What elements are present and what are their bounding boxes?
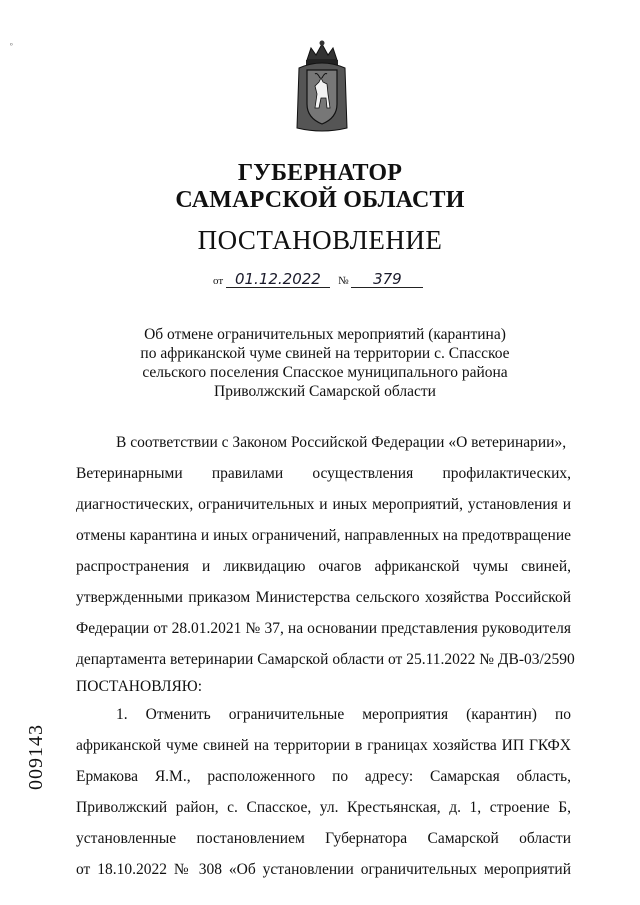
body-line: африканской чуме свиней на территории в границах хозяйства ИП ГКФХ — [76, 737, 571, 754]
body-line: Приволжский район, с. Спасское, ул. Крестьянская, д. 1, строение Б, — [76, 799, 571, 816]
document-date: 01.12.2022 — [226, 272, 330, 288]
body-line: распространения и ликвидацию очагов африканской чумы свиней, — [76, 558, 571, 575]
document-subject — [90, 325, 560, 401]
issuer-title-line1: ГУБЕРНАТОР — [237, 160, 403, 186]
registration-number: 009143 — [25, 724, 47, 790]
coat-of-arms-icon — [295, 38, 349, 134]
margin-mark: ᵒ — [10, 40, 13, 50]
decree-word: ПОСТАНОВЛЯЮ: — [76, 678, 203, 695]
document-body — [76, 427, 575, 885]
body-line: установленные постановлением Губернатора Самарской области — [76, 830, 571, 847]
body-line: Ермакова Я.М., расположенного по адресу: Самарская область, — [76, 768, 571, 785]
number-prefix: № — [338, 275, 349, 287]
document-type: ПОСТАНОВЛЕНИЕ — [197, 225, 443, 255]
issuer-title-line2: САМАРСКОЙ ОБЛАСТИ — [175, 187, 465, 213]
subject-line: Приволжский Самарской области — [214, 383, 436, 400]
body-line: департамента ветеринарии Самарской области от 25.11.2022 № ДВ-03/2590 — [76, 651, 575, 668]
body-line: от 18.10.2022 № 308 «Об установлении ограничительных мероприятий — [76, 861, 571, 878]
body-line: Федерации от 28.01.2021 № 37, на основании представления руководителя — [76, 620, 571, 637]
body-line: В соответствии с Законом Российской Федерации «О ветеринарии», — [116, 434, 567, 451]
date-number-line — [213, 272, 423, 289]
body-line: 1. Отменить ограничительные мероприятия (карантин) по — [116, 706, 571, 723]
body-line: диагностических, ограничительных и иных мероприятий, установления и — [76, 496, 571, 513]
body-line: Ветеринарными правилами осуществления профилактических, — [76, 465, 571, 482]
subject-line: Об отмене ограничительных мероприятий (карантина) — [144, 326, 506, 343]
body-line: отмены карантина и иных ограничений, направленных на предотвращение — [76, 527, 571, 544]
body-line: утвержденными приказом Министерства сельского хозяйства Российской — [76, 589, 571, 606]
subject-line: сельского поселения Спасское муниципального района — [142, 364, 508, 381]
document-number: 379 — [351, 272, 423, 288]
date-prefix: от — [213, 275, 224, 287]
subject-line: по африканской чуме свиней на территории с. Спасское — [140, 345, 510, 362]
